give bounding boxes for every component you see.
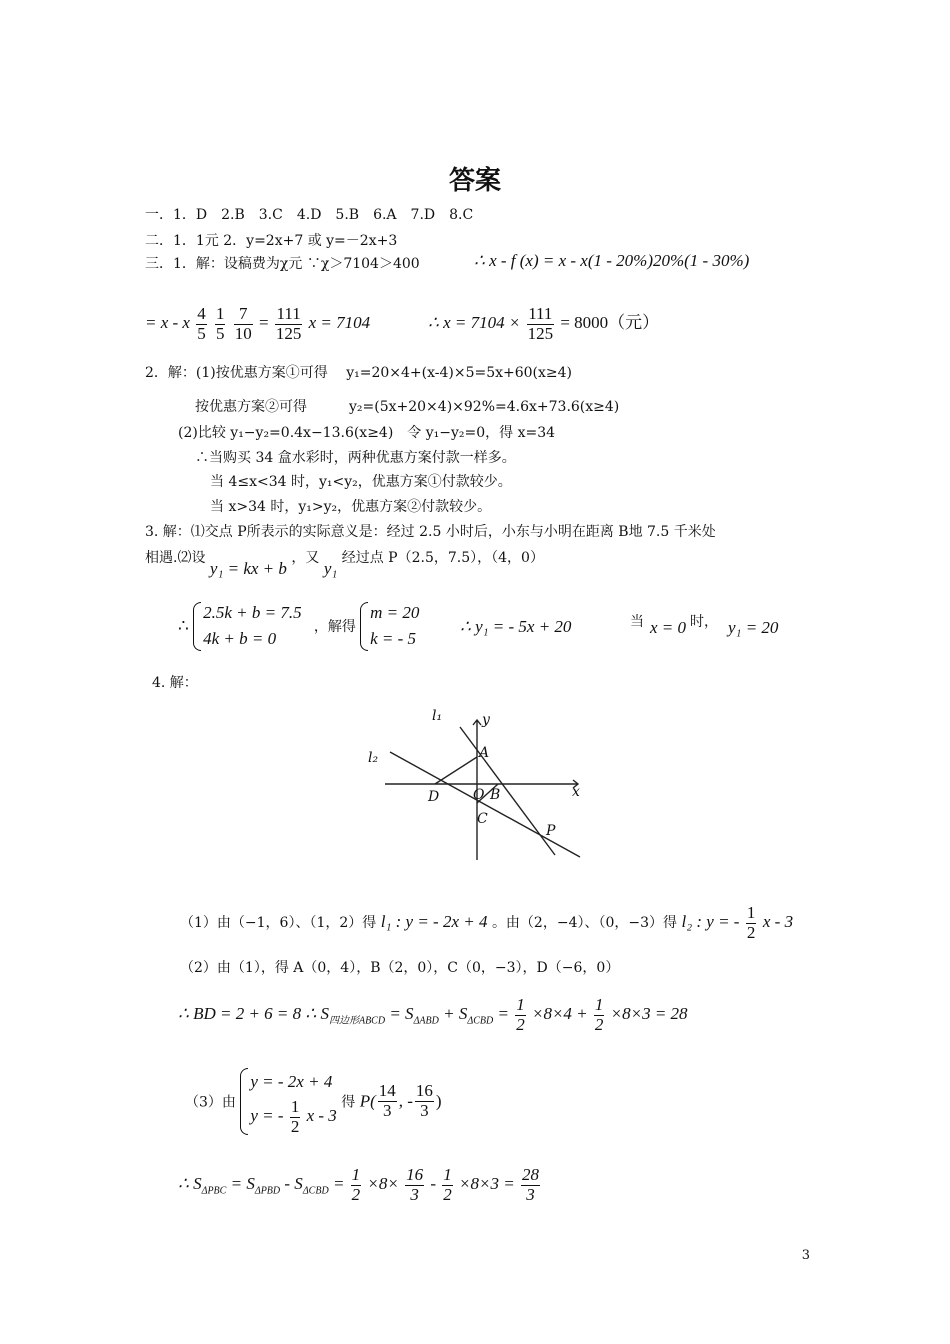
q3-cond: x = 0 bbox=[650, 618, 687, 637]
fraction: $\frac{14}{3}$ bbox=[378, 1081, 396, 1120]
fraction: $\frac{1}{2}$ bbox=[594, 995, 604, 1034]
label-x: x bbox=[572, 784, 580, 800]
fraction: $\frac{1}{2}$ bbox=[516, 995, 525, 1034]
q4-part1: （1）由（−1，6）、（1，2）得 l₁ : y = - 2x + 4 。由（2，−4）、（0，−3）得 l₂ : y = - $\frac{1}{2}$ x - 3 bbox=[180, 903, 794, 942]
coordinate-graph bbox=[360, 700, 590, 875]
q4-part3: （3）由 y = - 2x + 4 y = - $\frac{1}{2}$ x - 3 得 P( $\frac{14}{3}$ , - $\frac{16}{3}$ ) bbox=[185, 1066, 442, 1137]
page-title: 答案 bbox=[448, 166, 501, 196]
q3-result2: y₁ = 20 bbox=[728, 618, 779, 637]
label-B: B bbox=[490, 787, 501, 803]
q4-part2: （2）由（1），得 A（0，4），B（2，0），C（0，−3），D（−6，0） bbox=[180, 960, 620, 976]
q3-system: ∴ 2.5k + b = 7.5 4k + b = 0 ，解得 m = 20 k = - 5 bbox=[178, 600, 419, 653]
fraction: $\frac{1}{2}$ bbox=[746, 903, 756, 942]
fraction: $\frac{1}{5}$ bbox=[215, 304, 225, 343]
fraction: $\frac{111}{125}$ bbox=[527, 304, 554, 343]
segment-DA bbox=[435, 757, 477, 784]
answers-section-1: 一．1．D 2.B 3.C 4.D 5.B 6.A 7.D 8.C bbox=[145, 207, 474, 223]
fraction: $\frac{7}{10}$ bbox=[234, 304, 252, 343]
q1-line2: = x - x $\frac{4}{5}$ $\frac{1}{5}$ $\frac{7}{10}$ = $\frac{111}{125}$ x = 7104 bbox=[145, 304, 371, 343]
q2-line2: 按优惠方案②可得 y₂=(5x+20×4)×92%=4.6x+73.6(x≥4) bbox=[195, 399, 620, 415]
answers-section-2: 二．1．1元 2．y=2x+7 或 y=－2x+3 bbox=[145, 233, 398, 249]
fraction: $\frac{1}{2}$ bbox=[351, 1165, 361, 1204]
fraction: $\frac{16}{3}$ bbox=[406, 1165, 424, 1204]
label-A: A bbox=[479, 745, 490, 761]
solution-system: m = 20 k = - 5 bbox=[360, 600, 419, 653]
q4-part2-area: ∴ BD = 2 + 6 = 8 ∴ $S_{四边形ABCD} = S_{\Delta ABD} + S_{\Delta CBD}$ = $\frac{1}{2}$ ×8×4 + $\frac{1}{2}$ ×8×3 = 28 bbox=[178, 995, 688, 1034]
q1-formula: ∴ x - f (x) = x - x(1 - 20%)20%(1 - 30%) bbox=[474, 251, 750, 270]
q3-line1: 3. 解：⑴交点 P所表示的实际意义是：经过 2.5 小时后，小东与小明在距离 B地 7.5 千米处 bbox=[145, 524, 716, 540]
q3-line2: 相遇.⑵设 y₁ = kx + b ，又 y₁ 经过点 P（2.5，7.5），（4，0） bbox=[145, 550, 544, 578]
equation-system: y = - 2x + 4 y = - $\frac{1}{2}$ x - 3 bbox=[240, 1066, 336, 1137]
fraction: $\frac{16}{3}$ bbox=[415, 1081, 433, 1120]
q3-when: 当 bbox=[630, 614, 644, 630]
label-l1: l₁ bbox=[432, 708, 443, 724]
q4-label: 4. 解： bbox=[152, 675, 198, 691]
q3-result: ∴ y₁ = - 5x + 20 bbox=[460, 617, 572, 636]
q1-result: ∴ x = 7104 × $\frac{111}{125}$ = 8000（元） bbox=[428, 304, 660, 343]
q4-part3-area: ∴ $S_{\Delta PBC} = S_{\Delta PBD} - S_{\Delta CBD}$ = $\frac{1}{2}$ ×8× $\frac{16}{3}$ - $\frac{1}{2}$ ×8×3 = $\frac{28}{3}$ bbox=[178, 1165, 539, 1204]
line-l2 bbox=[390, 752, 580, 857]
label-P: P bbox=[546, 823, 556, 839]
fraction: $\frac{111}{125}$ bbox=[275, 304, 302, 343]
q1-setup-text: 三．1．解：设稿费为χ元 ∵χ＞7104＞400 bbox=[145, 256, 420, 272]
q2-line4: ∴当购买 34 盒水彩时，两种优惠方案付款一样多。 bbox=[195, 450, 516, 466]
fraction: $\frac{1}{2}$ bbox=[443, 1165, 452, 1204]
label-C: C bbox=[477, 811, 488, 827]
fraction: $\frac{28}{3}$ bbox=[521, 1165, 539, 1204]
q1-expr-start: = x - x bbox=[145, 313, 190, 333]
label-D: D bbox=[428, 789, 440, 805]
q2-line6: 当 x>34 时，y₁>y₂，优惠方案②付款较少。 bbox=[210, 499, 492, 515]
q1-line1 bbox=[145, 253, 420, 273]
page-number: 3 bbox=[801, 1248, 810, 1263]
q2-line1: 2．解：(1)按优惠方案①可得 y₁=20×4+(x-4)×5=5x+60(x≥4) bbox=[145, 365, 573, 381]
label-O: O bbox=[473, 787, 485, 803]
q3-shi: 时， bbox=[690, 614, 718, 630]
label-y: y bbox=[482, 712, 490, 728]
q2-line5: 当 4≤x<34 时，y₁<y₂，优惠方案①付款较少。 bbox=[210, 474, 512, 490]
label-l2: l₂ bbox=[368, 750, 379, 766]
q2-line3: (2)比较 y₁−y₂=0.4x−13.6(x≥4) 令 y₁−y₂=0，得 x=34 bbox=[178, 425, 556, 441]
fraction: $\frac{4}{5}$ bbox=[197, 304, 206, 343]
equation-system: 2.5k + b = 7.5 4k + b = 0 bbox=[193, 600, 302, 653]
